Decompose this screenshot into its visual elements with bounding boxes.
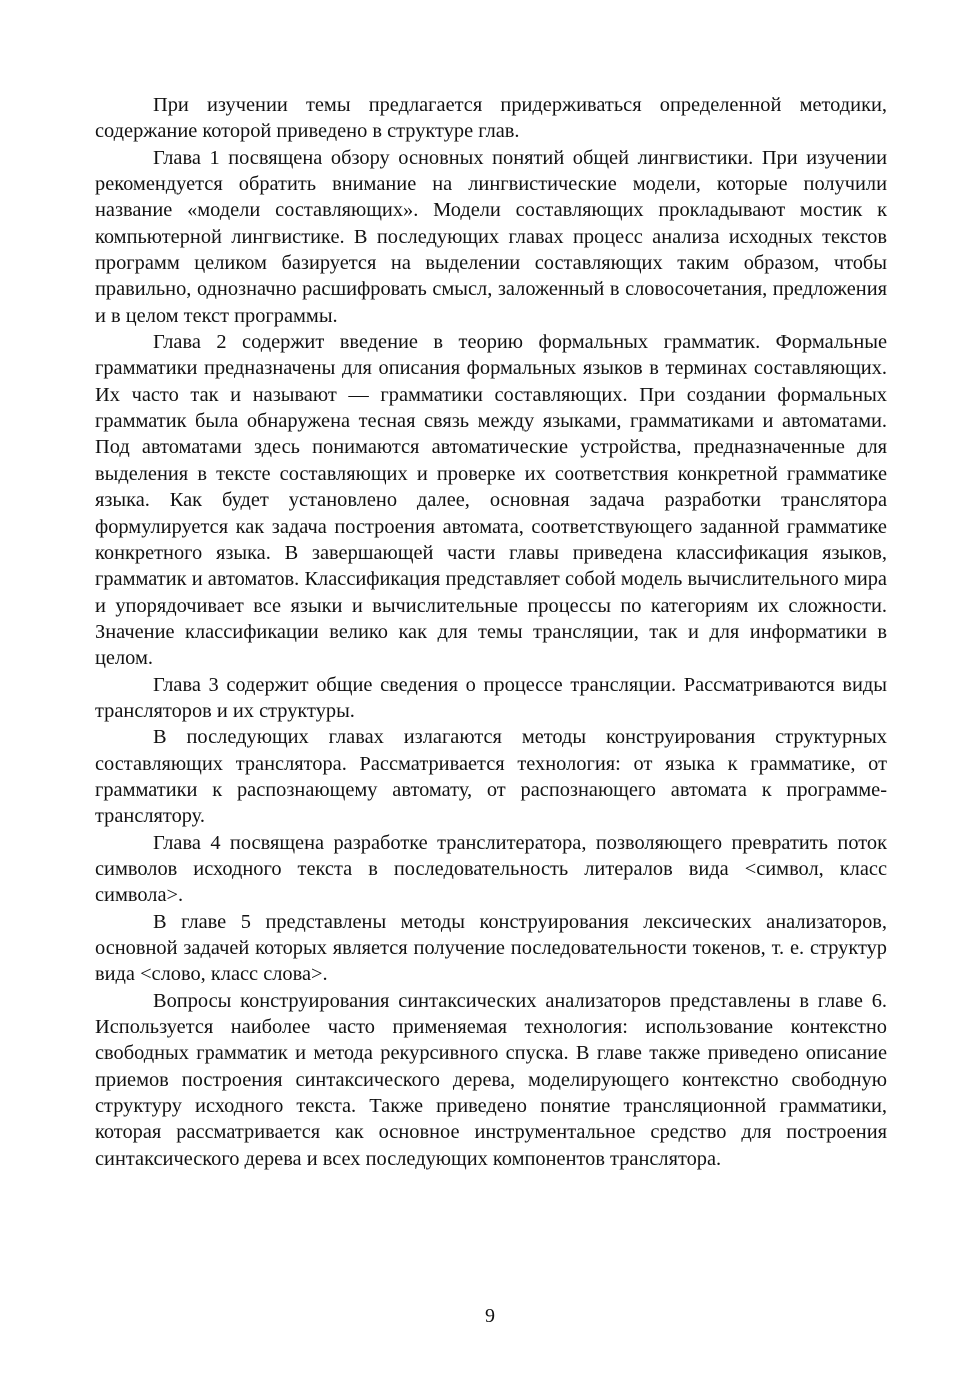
paragraph-chapter-5: В главе 5 представлены методы конструирования лексических анализаторов, основной задачей которых является получение последовательности токенов, т. е. структур вида <слово, класс слова>. xyxy=(95,910,887,986)
paragraph-following-chapters: В последующих главах излагаются методы конструирования структурных составляющих транслятора. Рассматривается технология: от языка к грамматике, от грамматики к распознающему автомату, от распознающего автомата к программе-транслятору. xyxy=(95,726,887,828)
paragraph-intro: При изучении темы предлагается придерживаться определенной методики, содержание которой приведено в структуре глав. xyxy=(95,94,887,143)
paragraph-chapter-1: Глава 1 посвящена обзору основных понятий общей лингвистики. При изучении рекомендуется обратить внимание на лингвистические модели, которые получили название «модели составляющих». Модели составляющих прокладывают мостик к компьютерной лингвистике. В последующих главах процесс анализа исходных текстов программ целиком базируется на выделении составляющих таким образом, чтобы правильно, однозначно расшифровать смысл, заложенный в словосочетания, предложения и в целом текст программы. xyxy=(95,146,887,327)
page-number: 9 xyxy=(485,1305,495,1327)
paragraph-chapter-2: Глава 2 содержит введение в теорию формальных грамматик. Формальные грамматики предназначены для описания формальных языков в терминах составляющих. Их часто так и называют — грамматики составляющих. При создании формальных грамматик была обнаружена тесная связь между языками, грамматиками и автоматами. Под автоматами здесь понимаются автоматические устройства, предназначенные для выделения в тексте составляющих и проверке их соответствия конкретной грамматике языка. Как будет установлено далее, основная задача разработки транслятора формулируется как задача построения автомата, соответствующего заданной грамматике конкретного языка. В завершающей части главы приведена классификация языков, грамматик и автоматов. Классификация представляет собой модель вычислительного мира и упорядочивает все языки и вычислительные процессы по категориям их сложности. Значение классификации велико как для темы трансляции, так и для информатики в целом. xyxy=(95,331,887,670)
paragraph-chapter-6: Вопросы конструирования синтаксических анализаторов представлены в главе 6. Используется наиболее часто применяемая технология: использование контекстно свободных грамматик и метода рекурсивного спуска. В главе также приведено описание приемов построения синтаксического дерева, моделирующего контекстно свободную структуру исходного текста. Также приведено понятие трансляционной грамматики, которая рассматривается как основное инструментальное средство для построения синтаксического дерева и всех последующих компонентов транслятора. xyxy=(95,989,887,1170)
paragraph-chapter-4: Глава 4 посвящена разработке транслитератора, позволяющего превратить поток символов исходного текста в последовательность литералов вида <символ, класс символа>. xyxy=(95,831,887,907)
body-text xyxy=(95,92,887,1172)
paragraph-chapter-3: Глава 3 содержит общие сведения о процессе трансляции. Рассматриваются виды трансляторов и их структуры. xyxy=(95,673,887,722)
